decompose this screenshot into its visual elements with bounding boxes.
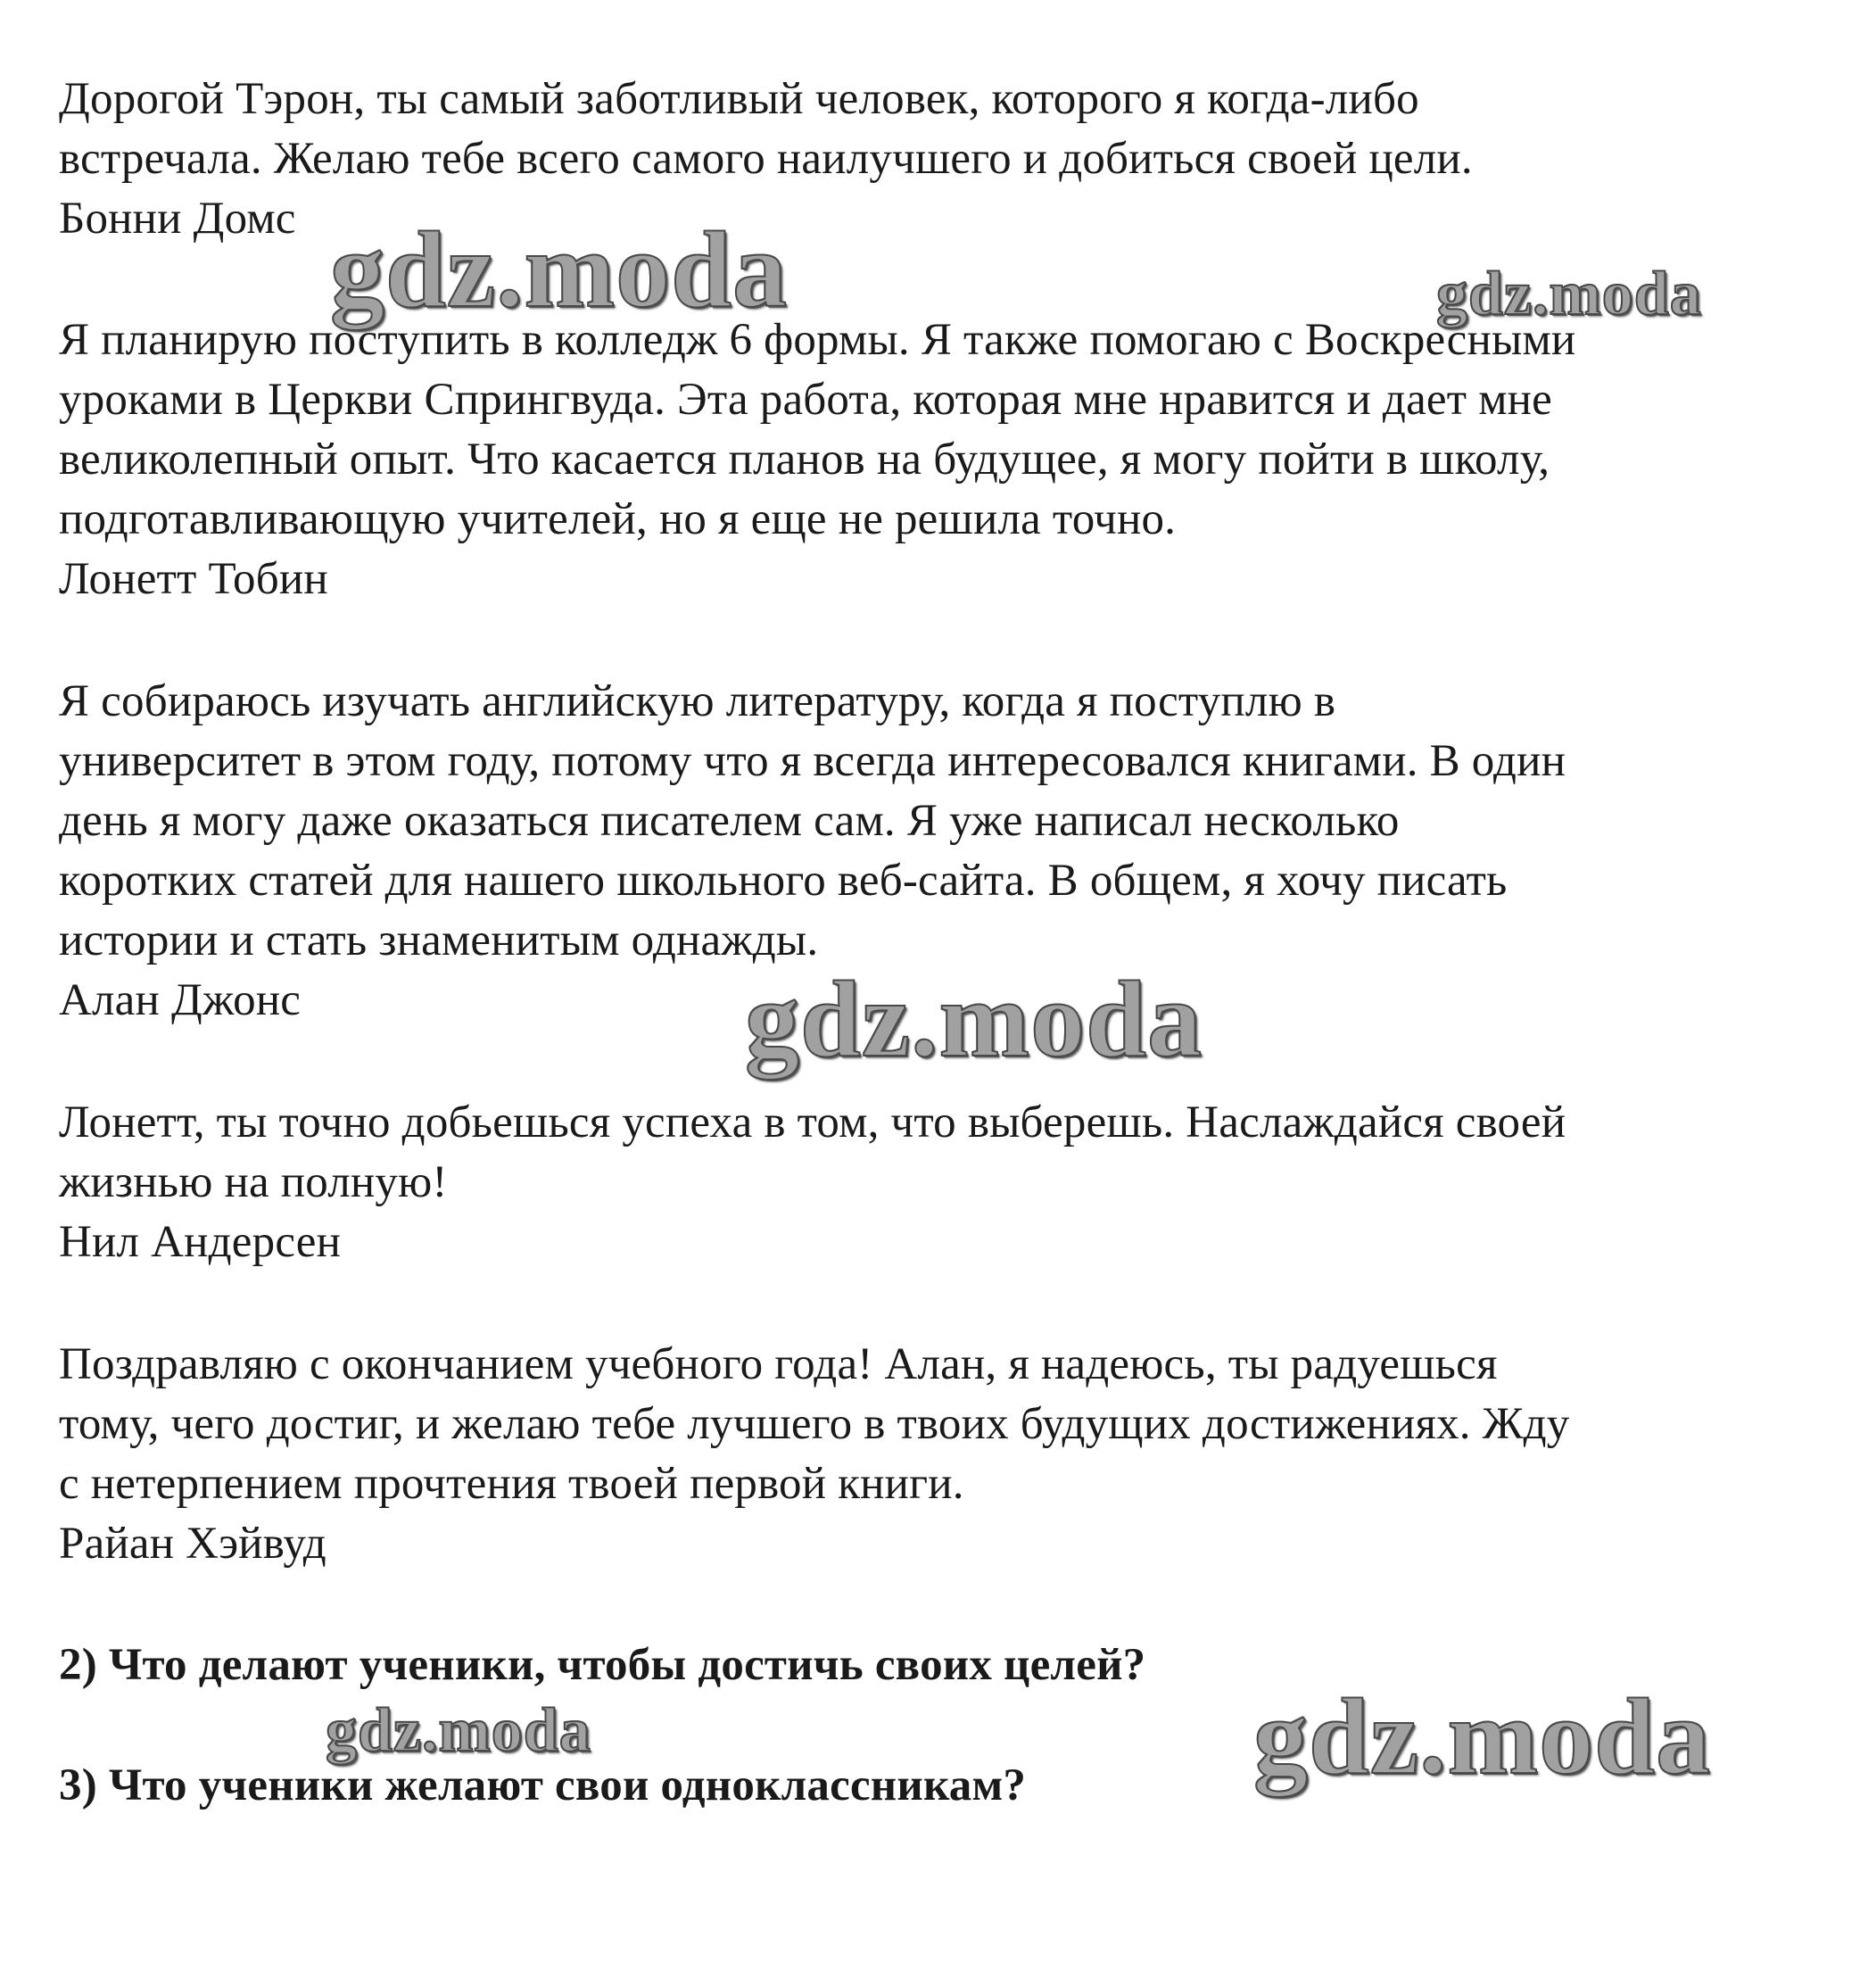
text-line: Лонетт, ты точно добьешься успеха в том, что выберешь. Наслаждайся своей bbox=[59, 1098, 1566, 1147]
text-line: с нетерпением прочтения твоей первой книги. bbox=[59, 1459, 964, 1509]
question-2: 2) Что делают ученики, чтобы достичь своих целей? bbox=[59, 1640, 1146, 1690]
signature-line: Алан Джонс bbox=[59, 975, 302, 1025]
text-line: жизнью на полную! bbox=[59, 1157, 448, 1207]
text-line: подготавливающую учителей, но я еще не решила точно. bbox=[59, 494, 1177, 544]
signature-line: Райан Хэйвуд bbox=[59, 1519, 326, 1569]
watermark-logo: gdz.moda bbox=[1436, 260, 1702, 328]
signature-line: Нил Андерсен bbox=[59, 1217, 342, 1267]
text-line: встречала. Желаю тебе всего самого наилучшего и добиться своей цели. bbox=[59, 134, 1473, 184]
text-line: Поздравляю с окончанием учебного года! Алан, я надеюсь, ты радуешься bbox=[59, 1339, 1498, 1389]
text-line: Дорогой Тэрон, ты самый заботливый человек, которого я когда-либо bbox=[59, 74, 1419, 124]
watermark-logo: gdz.moda bbox=[326, 1696, 591, 1765]
watermark-logo: gdz.moda bbox=[330, 210, 788, 330]
question-3: 3) Что ученики желают свои одноклассникам? bbox=[59, 1760, 1027, 1810]
signature-line: Бонни Домс bbox=[59, 194, 296, 244]
signature-line: Лонетт Тобин bbox=[59, 554, 328, 604]
text-line: коротких статей для нашего школьного веб-сайта. В общем, я хочу писать bbox=[59, 856, 1508, 906]
text-line: тому, чего достиг, и желаю тебе лучшего в твоих будущих достижениях. Жду bbox=[59, 1399, 1570, 1449]
text-line: истории и стать знаменитым однажды. bbox=[59, 915, 819, 965]
text-line: Я собираюсь изучать английскую литературу, когда я поступлю в bbox=[59, 676, 1336, 726]
text-line: день я могу даже оказаться писателем сам. Я уже написал несколько bbox=[59, 796, 1400, 846]
watermark-logo: gdz.moda bbox=[1253, 1677, 1711, 1797]
text-line: великолепный опыт. Что касается планов на будущее, я могу пойти в школу, bbox=[59, 435, 1550, 485]
watermark-logo: gdz.moda bbox=[745, 959, 1203, 1080]
text-line: уроками в Церкви Спрингвуда. Эта работа, которая мне нравится и дает мне bbox=[59, 375, 1552, 425]
text-line: Я планирую поступить в колледж 6 формы. Я также помогаю с Воскресными bbox=[59, 315, 1576, 365]
text-line: университет в этом году, потому что я всегда интересовался книгами. В один bbox=[59, 736, 1566, 786]
